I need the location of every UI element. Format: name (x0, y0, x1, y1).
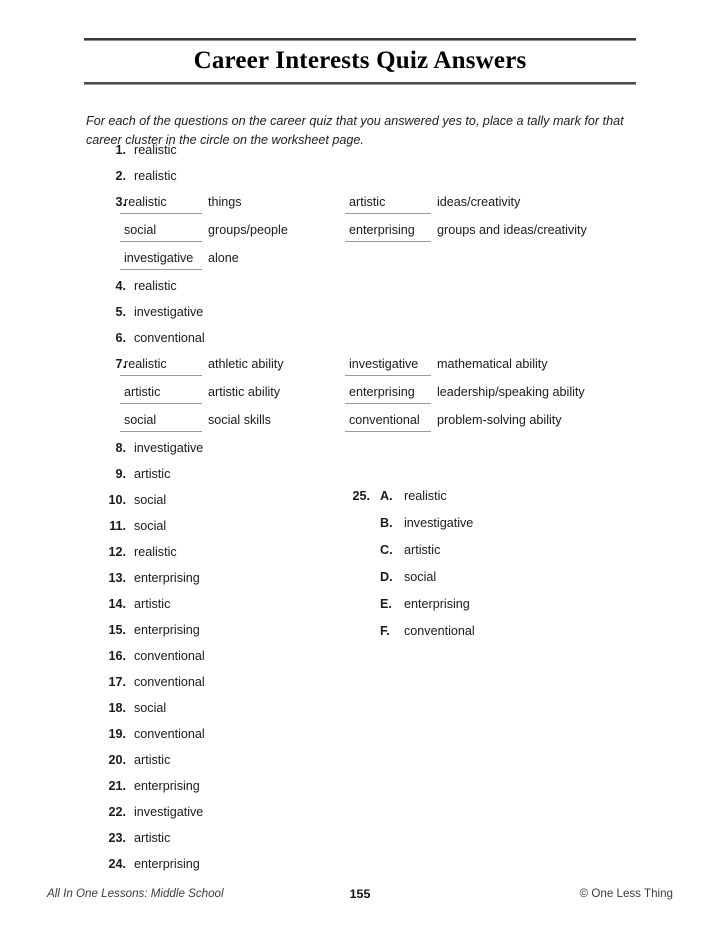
answer-value: enterprising (134, 571, 200, 585)
answer-value: social (134, 519, 167, 533)
answer-row (0, 648, 720, 674)
question-25-number: 25. (352, 489, 370, 503)
answer-blank-left: realistic (120, 356, 202, 376)
answer-value: conventional (134, 331, 205, 345)
footer-book-title: All In One Lessons: Middle School (47, 887, 224, 900)
answer-value: investigative (134, 805, 204, 819)
answer-number: 22. (108, 805, 126, 819)
answer-blank-right: enterprising (345, 384, 431, 404)
page-title: Career Interests Quiz Answers (193, 47, 527, 74)
answer-number: 10. (108, 493, 126, 507)
answer-row (0, 674, 720, 700)
answer-number: 12. (108, 545, 126, 559)
answer-row-multi (0, 356, 720, 440)
answer-row-multi (0, 194, 720, 278)
answer-number: 11. (109, 519, 126, 533)
answer-blank-left: social (120, 412, 202, 432)
answer-row (0, 168, 720, 194)
answer-row (0, 778, 720, 804)
answer-value: investigative (134, 305, 204, 319)
question-25-option-row (0, 542, 720, 569)
answer-number: 1. (115, 143, 126, 157)
question-25-option-row (0, 515, 720, 542)
answer-number: 8. (115, 441, 126, 455)
question-25-option-value: realistic (404, 489, 447, 503)
answer-row (0, 304, 720, 330)
question-25-option-value: investigative (404, 516, 474, 530)
answer-number: 5. (115, 305, 126, 319)
answer-value: enterprising (134, 623, 200, 637)
answer-value: artistic (134, 467, 171, 481)
answer-row (0, 700, 720, 726)
answer-number: 13. (108, 571, 126, 585)
answer-value: artistic (134, 597, 171, 611)
answer-number: 9. (115, 467, 126, 481)
answer-number: 20. (108, 753, 126, 767)
answer-row (0, 856, 720, 882)
page-footer (0, 887, 720, 907)
answer-number: 14. (108, 597, 126, 611)
answer-description-left: artistic ability (208, 385, 281, 399)
answer-description-right: groups and ideas/creativity (437, 223, 587, 237)
question-25-option-letter: C. (380, 543, 393, 557)
answer-blank-right: investigative (345, 356, 431, 376)
question-25-option-letter: A. (380, 489, 393, 503)
answer-value: enterprising (134, 857, 200, 871)
answer-number: 4. (115, 279, 126, 293)
question-25-option-row (0, 596, 720, 623)
question-25-option-letter: F. (380, 624, 390, 638)
answer-number: 7. (115, 357, 126, 371)
question-25-option-row (0, 569, 720, 596)
question-25-option-value: social (404, 570, 437, 584)
answer-blank-left: social (120, 222, 202, 242)
answer-number: 17. (108, 675, 126, 689)
footer-page-number: 155 (349, 887, 371, 901)
answer-number: 18. (108, 701, 126, 715)
title-rule-bottom (84, 82, 636, 85)
title-block (84, 38, 636, 85)
answer-number: 6. (115, 331, 126, 345)
answer-value: realistic (134, 169, 177, 183)
answer-blank-right: conventional (345, 412, 431, 432)
answer-blank-left: artistic (120, 384, 202, 404)
answer-number: 23. (108, 831, 126, 845)
answer-value: conventional (134, 649, 205, 663)
answer-value: realistic (134, 279, 177, 293)
answer-description-left: alone (208, 251, 239, 265)
answer-description-left: social skills (208, 413, 271, 427)
answer-row (0, 726, 720, 752)
answer-number: 16. (108, 649, 126, 663)
answer-value: investigative (134, 441, 204, 455)
answer-description-left: groups/people (208, 223, 288, 237)
question-25-option-row (0, 488, 720, 515)
answer-value: artistic (134, 753, 171, 767)
question-25-option-row (0, 623, 720, 650)
answer-value: social (134, 701, 167, 715)
question-25-option-letter: B. (380, 516, 393, 530)
question-25-option-letter: E. (380, 597, 392, 611)
answer-value: enterprising (134, 779, 200, 793)
answer-value: artistic (134, 831, 171, 845)
answer-row (0, 142, 720, 168)
answer-blank-left: investigative (120, 250, 202, 270)
answer-description-left: athletic ability (208, 357, 284, 371)
answer-value: realistic (134, 143, 177, 157)
answer-blank-right: enterprising (345, 222, 431, 242)
answer-number: 19. (108, 727, 126, 741)
answer-description-right: leadership/speaking ability (437, 385, 585, 399)
question-25-option-letter: D. (380, 570, 393, 584)
question-25-option-value: conventional (404, 624, 475, 638)
answer-row (0, 830, 720, 856)
answer-number: 24. (108, 857, 126, 871)
question-25-option-value: enterprising (404, 597, 470, 611)
answer-value: conventional (134, 675, 205, 689)
answer-number: 3. (115, 195, 126, 209)
answer-value: realistic (134, 545, 177, 559)
answer-blank-left: realistic (120, 194, 202, 214)
answer-description-left: things (208, 195, 242, 209)
answer-description-right: mathematical ability (437, 357, 548, 371)
intro-instructions: For each of the questions on the career quiz that you answered yes to, place a tally mark for that career cluster in the circle on the worksheet page. (86, 113, 624, 147)
answer-value: conventional (134, 727, 205, 741)
answer-number: 2. (115, 169, 126, 183)
answer-blank-right: artistic (345, 194, 431, 214)
footer-copyright: © One Less Thing (579, 887, 673, 900)
question-25-block (0, 488, 720, 650)
question-25-options (0, 488, 720, 650)
answer-value: social (134, 493, 167, 507)
question-25-option-value: artistic (404, 543, 441, 557)
answer-row (0, 804, 720, 830)
answer-row (0, 278, 720, 304)
answer-row (0, 440, 720, 466)
answer-number: 15. (108, 623, 126, 637)
answer-description-right: problem-solving ability (437, 413, 562, 427)
answer-description-right: ideas/creativity (437, 195, 521, 209)
answer-number: 21. (108, 779, 126, 793)
answer-row (0, 330, 720, 356)
answer-row (0, 752, 720, 778)
